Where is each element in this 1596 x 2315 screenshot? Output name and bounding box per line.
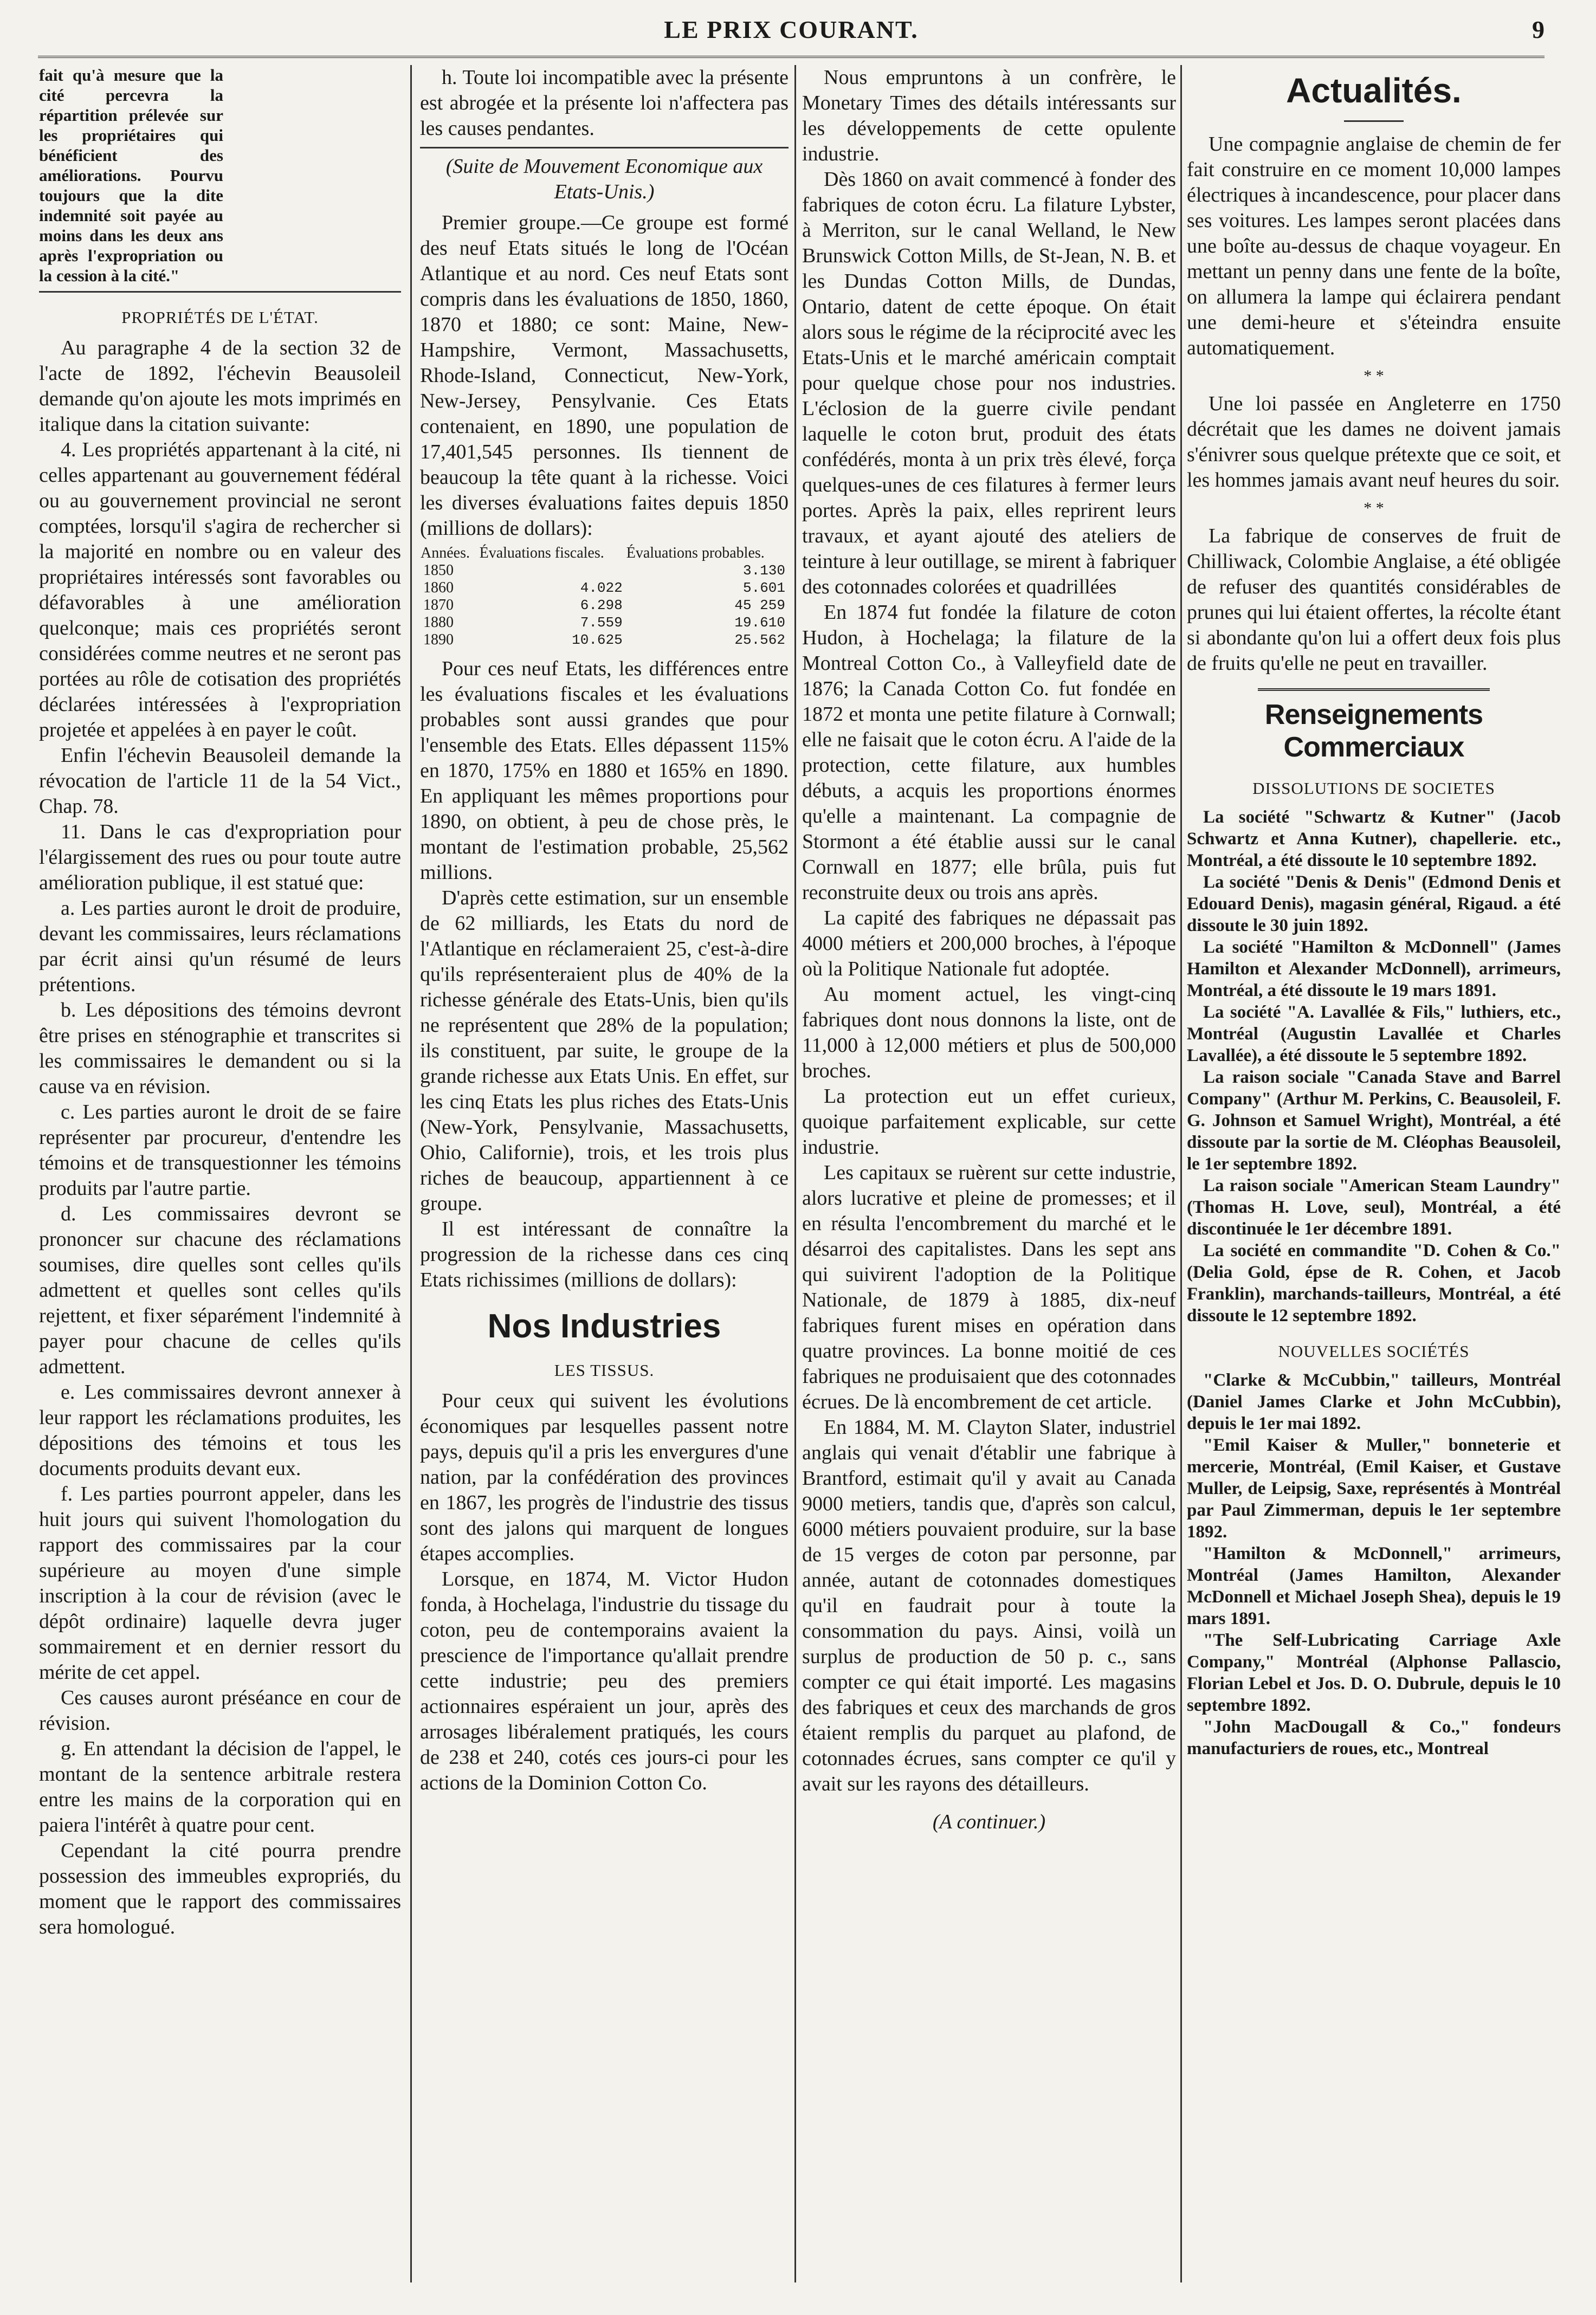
masthead	[38, 10, 1545, 59]
paragraph: Pour ceux qui suivent les évolutions économiques par lesquelles passent notre pays, depuis qu'il a pris les envergures d'une nation, par la confédération des provinces en 1867, les progrès de l'industrie des tissus sont des jalons qui marquent de longues étapes accomplies.	[420, 1389, 789, 1565]
table-cell: 45 259	[734, 597, 785, 613]
notice: La société "Denis & Denis" (Edmond Denis et Edouard Denis), magasin général, Rigaud. a été dissoute le 30 juin 1892.	[1187, 872, 1561, 935]
table-cell: 1870	[423, 597, 454, 613]
table-cell: 4.022	[580, 580, 623, 596]
table-cell: 6.298	[580, 597, 623, 613]
table-header: Années.	[421, 545, 470, 561]
column-divider	[794, 65, 796, 2282]
paragraph: e. Les commissaires devront annexer à leur rapport les réclamations produites, les dépositions des témoins et tous les documents produits devant eux.	[39, 1381, 401, 1480]
clipping-text: fait qu'à mesure que la cité percevra la répartition prélevée sur les propriétaires qui bénéficient des améliorations. Pourvu toujours que la dite indemnité soit payée au moins dans les deux ans après l'expropriation ou la cession à la cité."	[39, 66, 223, 285]
paragraph: Une loi passée en Angleterre en 1750 décrétait que les dames ne doivent jamais s'énivrer sous quelque prétexte que ce soit, et les hommes jamais avant neuf heures du soir.	[1187, 392, 1561, 492]
paragraph: Premier groupe.—Ce groupe est formé des neuf Etats situés le long de l'Océan Atlantique et au nord. Ces neuf Etats sont compris dans les évaluations de 1850, 1860, 1870 et 1880; ce sont: Maine, New-Hampshire, Vermont, Massachusetts, Rhode-Island, Connecticut, New-York, New-Jersey, Pensylvanie. Ces Etats contenaient, en 1890, une population de 17,401,545 personnes. Ils tiennent de beaucoup la tête quant à la richesse. Voici les diverses évaluations faites depuis 1850 (millions de dollars):	[420, 211, 789, 540]
table-cell: 25.562	[734, 632, 785, 648]
paragraph: Enfin l'échevin Beausoleil demande la révocation de l'article 11 de la 54 Vict., Chap. 78.	[39, 744, 401, 818]
paragraph: Une compagnie anglaise de chemin de fer fait construire en ce moment 10,000 lampes électriques à incandescence, pour placer dans ses voitures. Les lampes seront placées dans une boîte au-dessus de chaque voyageur. En mettant un penny dans une fente de la boîte, on allumera la lampe qui éclairera pendant une demi-heure et s'éteindra ensuite automatiquement.	[1187, 133, 1561, 359]
table-cell: 3.130	[742, 562, 785, 579]
section-title: Actualités.	[1286, 71, 1462, 110]
column-2	[420, 65, 789, 2282]
header-rule	[38, 56, 1545, 58]
subsection-heading: LES TISSUS.	[554, 1361, 655, 1380]
notice: "Emil Kaiser & Muller," bonneterie et mercerie, Montréal, (Emil Kaiser, et Gustave Muller, de Leipsig, Saxe, représentés à Montréal par Paul Zimmerman, depuis le 1er septembre 1892.	[1187, 1435, 1561, 1542]
subsection-heading: DISSOLUTIONS DE SOCIETES	[1252, 779, 1495, 798]
column-4	[1187, 65, 1561, 2282]
paragraph: D'après cette estimation, sur un ensemble de 62 milliards, les Etats du nord de l'Atlantique en réclameraient 25, c'est-à-dire qu'ils représenteraient plus de 40% de la richesse générale des Etats-Unis, bien qu'ils ne représentent que 28% de la population; ils constituent, par suite, le groupe de la grande richesse aux Etats Unis. En effet, sur les cinq Etats les plus riches des Etats-Unis (New-York, Pensylvanie, Massachusetts, Ohio, Californie), trois, et les trois plus riches de beaucoup, appartiennent à ce groupe.	[420, 887, 789, 1215]
notice: La société en commandite "D. Cohen & Co." (Delia Gold, épse de R. Cohen, et Jacob Franklin), marchands-tailleurs, Montréal, a été dissoute le 12 septembre 1892.	[1187, 1241, 1561, 1325]
notice: La raison sociale "American Steam Laundry" (Thomas H. Love, seul), Montréal, a été discontinuée le 1er décembre 1891.	[1187, 1176, 1561, 1239]
table-cell: 1880	[423, 614, 454, 631]
section-title: Nos Industries	[487, 1308, 721, 1345]
paragraph: h. Toute loi incompatible avec la présente est abrogée et la présente loi n'affectera pas les causes pendantes.	[420, 66, 789, 140]
evaluations-table	[420, 545, 789, 649]
continued-note: (A continuer.)	[932, 1810, 1046, 1833]
paragraph: En 1874 fut fondée la filature de coton Hudon, à Hochelaga; la filature de la Montreal Cotton Co., à Valleyfield date de 1876; la Canada Cotton Co. fut fondée en 1872 et monta une petite filature à Cornwall; elle ne faisait que le coton écru. A l'aide de la protection, cette filature, aux humbles débuts, a acquis les proportions énormes qu'elle a maintenant. La compagnie de Stormont a été établie aussi sur le canal Cornwall en 1877; elle brûla, puis fut reconstruite deux ou trois ans après.	[802, 601, 1176, 904]
notice: La société "A. Lavallée & Fils," luthiers, etc., Montréal (Augustin Lavallée et Charles Lavallée), a été dissoute le 5 septembre 1892.	[1187, 1003, 1561, 1065]
table-cell: 1890	[423, 631, 454, 648]
table-row	[420, 631, 789, 649]
paragraph: c. Les parties auront le droit de se faire représenter par procureur, d'entendre les témoins et de transquestionner les témoins produits par l'autre partie.	[39, 1101, 401, 1200]
title-rule	[1344, 120, 1404, 122]
clipping-rule	[39, 291, 401, 293]
table-row	[420, 579, 789, 597]
column-divider	[1180, 65, 1182, 2282]
asterism: * *	[1364, 367, 1384, 385]
section-rule	[420, 147, 789, 148]
column-3	[802, 65, 1176, 2282]
paragraph: Il est intéressant de connaître la progression de la richesse dans ces cinq Etats richissimes (millions de dollars):	[420, 1218, 789, 1291]
table-cell: 7.559	[580, 615, 623, 631]
notice: La raison sociale "Canada Stave and Barrel Company" (Arthur M. Perkins, C. Beausoleil, F. G. Johnson et Samuel Wright), Montréal, a été dissoute par la sortie de M. Cléophas Beausoleil, le 1er septembre 1892.	[1187, 1068, 1561, 1174]
section-rule	[1258, 688, 1490, 691]
newspaper-title: LE PRIX COURANT.	[664, 16, 919, 43]
paragraph: Cependant la cité pourra prendre possession des immeubles expropriés, du moment que le rapport des commissaires sera homologué.	[39, 1839, 401, 1938]
paragraph: Nous empruntons à un confrère, le Monetary Times des détails intéressants sur les développements de cette opulente industrie.	[802, 66, 1176, 165]
suite-title: (Suite de Mouvement Economique aux Etats-Unis.)	[445, 155, 763, 203]
paragraph: 4. Les propriétés appartenant à la cité, ni celles appartenant au gouvernement fédéral ou au gouvernement provincial ne seront comptées, lorsqu'il s'agira de rechercher si la majorité en nombre ou en valeur des propriétaires intéressés sont favorables ou défavorables à une amélioration quelconque; mais ces propriétés seront considérées comme neutres et ne seront pas portées au rôle de cotisation des propriétés déclarées intéressées à l'expropriation projetée et appelées à en payer le coût.	[39, 438, 401, 741]
table-header-row	[420, 545, 789, 562]
paragraph: Les capitaux se ruèrent sur cette industrie, alors lucrative et pleine de promesses; et il en résulta l'encombrement du marché et le désarroi des capitalistes. Dans les sept ans qui suivirent l'adoption de la Politique Nationale, de 1879 à 1885, dix-neuf fabriques furent mises en opération dans quatre provinces. La bonne moitié de ces fabriques ne produisaient que des cotonnades écrues. De là encombrement de cet article.	[802, 1161, 1176, 1413]
table-cell	[479, 562, 626, 579]
paragraph: Ces causes auront préséance en cour de révision.	[39, 1686, 401, 1735]
table-cell: 5.601	[742, 580, 785, 596]
paragraph: Au paragraphe 4 de la section 32 de l'acte de 1892, l'échevin Beausoleil demande qu'on ajoute les mots imprimés en italique dans la citation suivante:	[39, 337, 401, 436]
table-row	[420, 562, 789, 579]
paragraph: g. En attendant la décision de l'appel, le montant de la sentence arbitrale restera entre les mains de la corporation qui en paiera l'intérêt à quatre pour cent.	[39, 1737, 401, 1837]
notice: La société "Hamilton & McDonnell" (James Hamilton et Alexander McDonnell), arrimeurs, Montréal, a été dissoute le 19 mars 1891.	[1187, 937, 1561, 1000]
paragraph: La capité des fabriques ne dépassait pas 4000 métiers et 200,000 broches, à l'époque où la Politique Nationale fut adoptée.	[802, 907, 1176, 980]
paragraph: f. Les parties pourront appeler, dans les huit jours qui suivent l'homologation du rapport des commissaires par la cour supérieure au moyen d'une simple inscription à la cour de révision (avec le dépôt ordinaire) laquelle devra juger sommairement et en dernier ressort du mérite de cet appel.	[39, 1483, 401, 1684]
table-row	[420, 614, 789, 631]
section-title: Renseignements Commerciaux	[1264, 699, 1483, 763]
asterism: * *	[1364, 499, 1384, 517]
table-cell: 10.625	[572, 632, 623, 648]
table-row	[420, 597, 789, 614]
paragraph: Dès 1860 on avait commencé à fonder des fabriques de coton écru. La filature Lybster, à Merriton, sur le canal Welland, le New Brunswick Cotton Mills, de St-Jean, N. B. et les Dundas Cotton Mills, de Dundas, Ontario, datent de cette époque. On était alors sous le régime de la réciprocité avec les Etats-Unis et le marché américain comptait pour quelque chose pour nos industries. L'éclosion de la guerre civile pendant laquelle le coton brut, produit des états confédérés, monta à un prix très élevé, força quelques-unes de ces filatures à fermer leurs portes. Après la paix, elles reprirent leurs travaux, et ayant ajouté des ateliers de teinture à leur outillage, se mirent à fabriquer des cotonnades colorées et quadrillées	[802, 168, 1176, 598]
paragraph: d. Les commissaires devront se prononcer sur chacune des réclamations soumises, dire quelles sont celles qu'ils admettent et quelles sont celles qu'ils rejettent, et fixer séparément l'indemnité à payer pour chacune de celles qu'ils admettent.	[39, 1202, 401, 1378]
table-cell: 19.610	[734, 615, 785, 631]
paragraph: a. Les parties auront le droit de produire, devant les commissaires, leurs réclamations par écrit ainsi qu'un résumé de leurs prétentions.	[39, 897, 401, 996]
column-divider	[410, 65, 412, 2282]
notice: "Hamilton & McDonnell," arrimeurs, Montréal (James Hamilton, Alexander McDonnell et Michael Joseph Shea), depuis le 19 mars 1891.	[1187, 1544, 1561, 1628]
table-header: Évaluations fiscales.	[479, 545, 604, 561]
paragraph: La protection eut un effet curieux, quoique parfaitement explicable, sur cette industrie.	[802, 1085, 1176, 1159]
subsection-heading: NOUVELLES SOCIÉTÉS	[1278, 1342, 1470, 1361]
table-cell: 1860	[423, 579, 454, 596]
paragraph: Au moment actuel, les vingt-cinq fabriques dont nous donnons la liste, ont de 11,000 à 12,000 métiers et plus de 500,000 broches.	[802, 983, 1176, 1082]
paragraph: Pour ces neuf Etats, les différences entre les évaluations fiscales et les évaluations probables sont aussi grandes que pour l'ensemble des Etats. Elles dépassent 115% en 1870, 175% en 1880 et 165% en 1890. En appliquant les mêmes proportions pour 1890, on obtient, à peu de chose près, le montant de l'estimation probable, 25,562 millions.	[420, 657, 789, 884]
notice: "John MacDougall & Co.," fondeurs manufacturiers de roues, etc., Montreal	[1187, 1717, 1561, 1758]
notice: "The Self-Lubricating Carriage Axle Company," Montréal (Alphonse Pallascio, Florian Lebel et Jos. D. O. Dubrule, depuis le 10 septembre 1892.	[1187, 1631, 1561, 1715]
paragraph: b. Les dépositions des témoins devront être prises en sténographie et transcrites si les commissaires le demandent ou si la cause va en révision.	[39, 999, 401, 1098]
table-header: Évaluations probables.	[626, 545, 765, 561]
notice: "Clarke & McCubbin," tailleurs, Montréal (Daniel James Clarke et John McCubbin), depuis le 1er mai 1892.	[1187, 1370, 1561, 1433]
column-1	[39, 65, 401, 2282]
page-number: 9	[1532, 16, 1545, 43]
section-heading: PROPRIÉTÉS DE L'ÉTAT.	[121, 308, 319, 327]
notice: La société "Schwartz & Kutner" (Jacob Schwartz et Anna Kutner), chapellerie. etc., Montréal, a été dissoute le 10 septembre 1892.	[1187, 807, 1561, 870]
paragraph: En 1884, M. M. Clayton Slater, industriel anglais qui venait d'établir une fabrique à Brantford, estimait qu'il y avait au Canada 9000 metiers, tandis que, d'après son calcul, 6000 métiers pouvaient produire, sur la base de 15 verges de coton par personne, par année, autant de cotonnades domestiques qu'il en faudrait pour à toute la consommation du pays. Ainsi, voilà un surplus de production de 50 p. c., sans compter ce qui était importé. Les magasins des fabriques et ceux des marchands de gros étaient remplis du parquet au plafond, de cotonnades écrues, sans compter ce qu'il y avait sur les rayons des détailleurs.	[802, 1416, 1176, 1795]
paragraph: La fabrique de conserves de fruit de Chilliwack, Colombie Anglaise, a été obligée de refuser des quantités considérables de prunes qui lui étaient offertes, la récolte étant si abondante qu'on lui a offert deux fois plus de fruits qu'elle ne peut en travailler.	[1187, 525, 1561, 675]
paragraph: 11. Dans le cas d'expropriation pour l'élargissement des rues ou pour toute autre amélioration publique, il est statué que:	[39, 820, 401, 894]
paragraph: Lorsque, en 1874, M. Victor Hudon fonda, à Hochelaga, l'industrie du tissage du coton, peu de contemporains avaient la prescience de l'importance qu'allait prendre cette industrie; peu des premiers actionnaires espéraient un jour, après des arrosages libéralement pratiqués, les cours de 238 et 240, cotés ces jours-ci pour les actions de la Dominion Cotton Co.	[420, 1568, 789, 1794]
table-cell: 1850	[423, 562, 454, 579]
